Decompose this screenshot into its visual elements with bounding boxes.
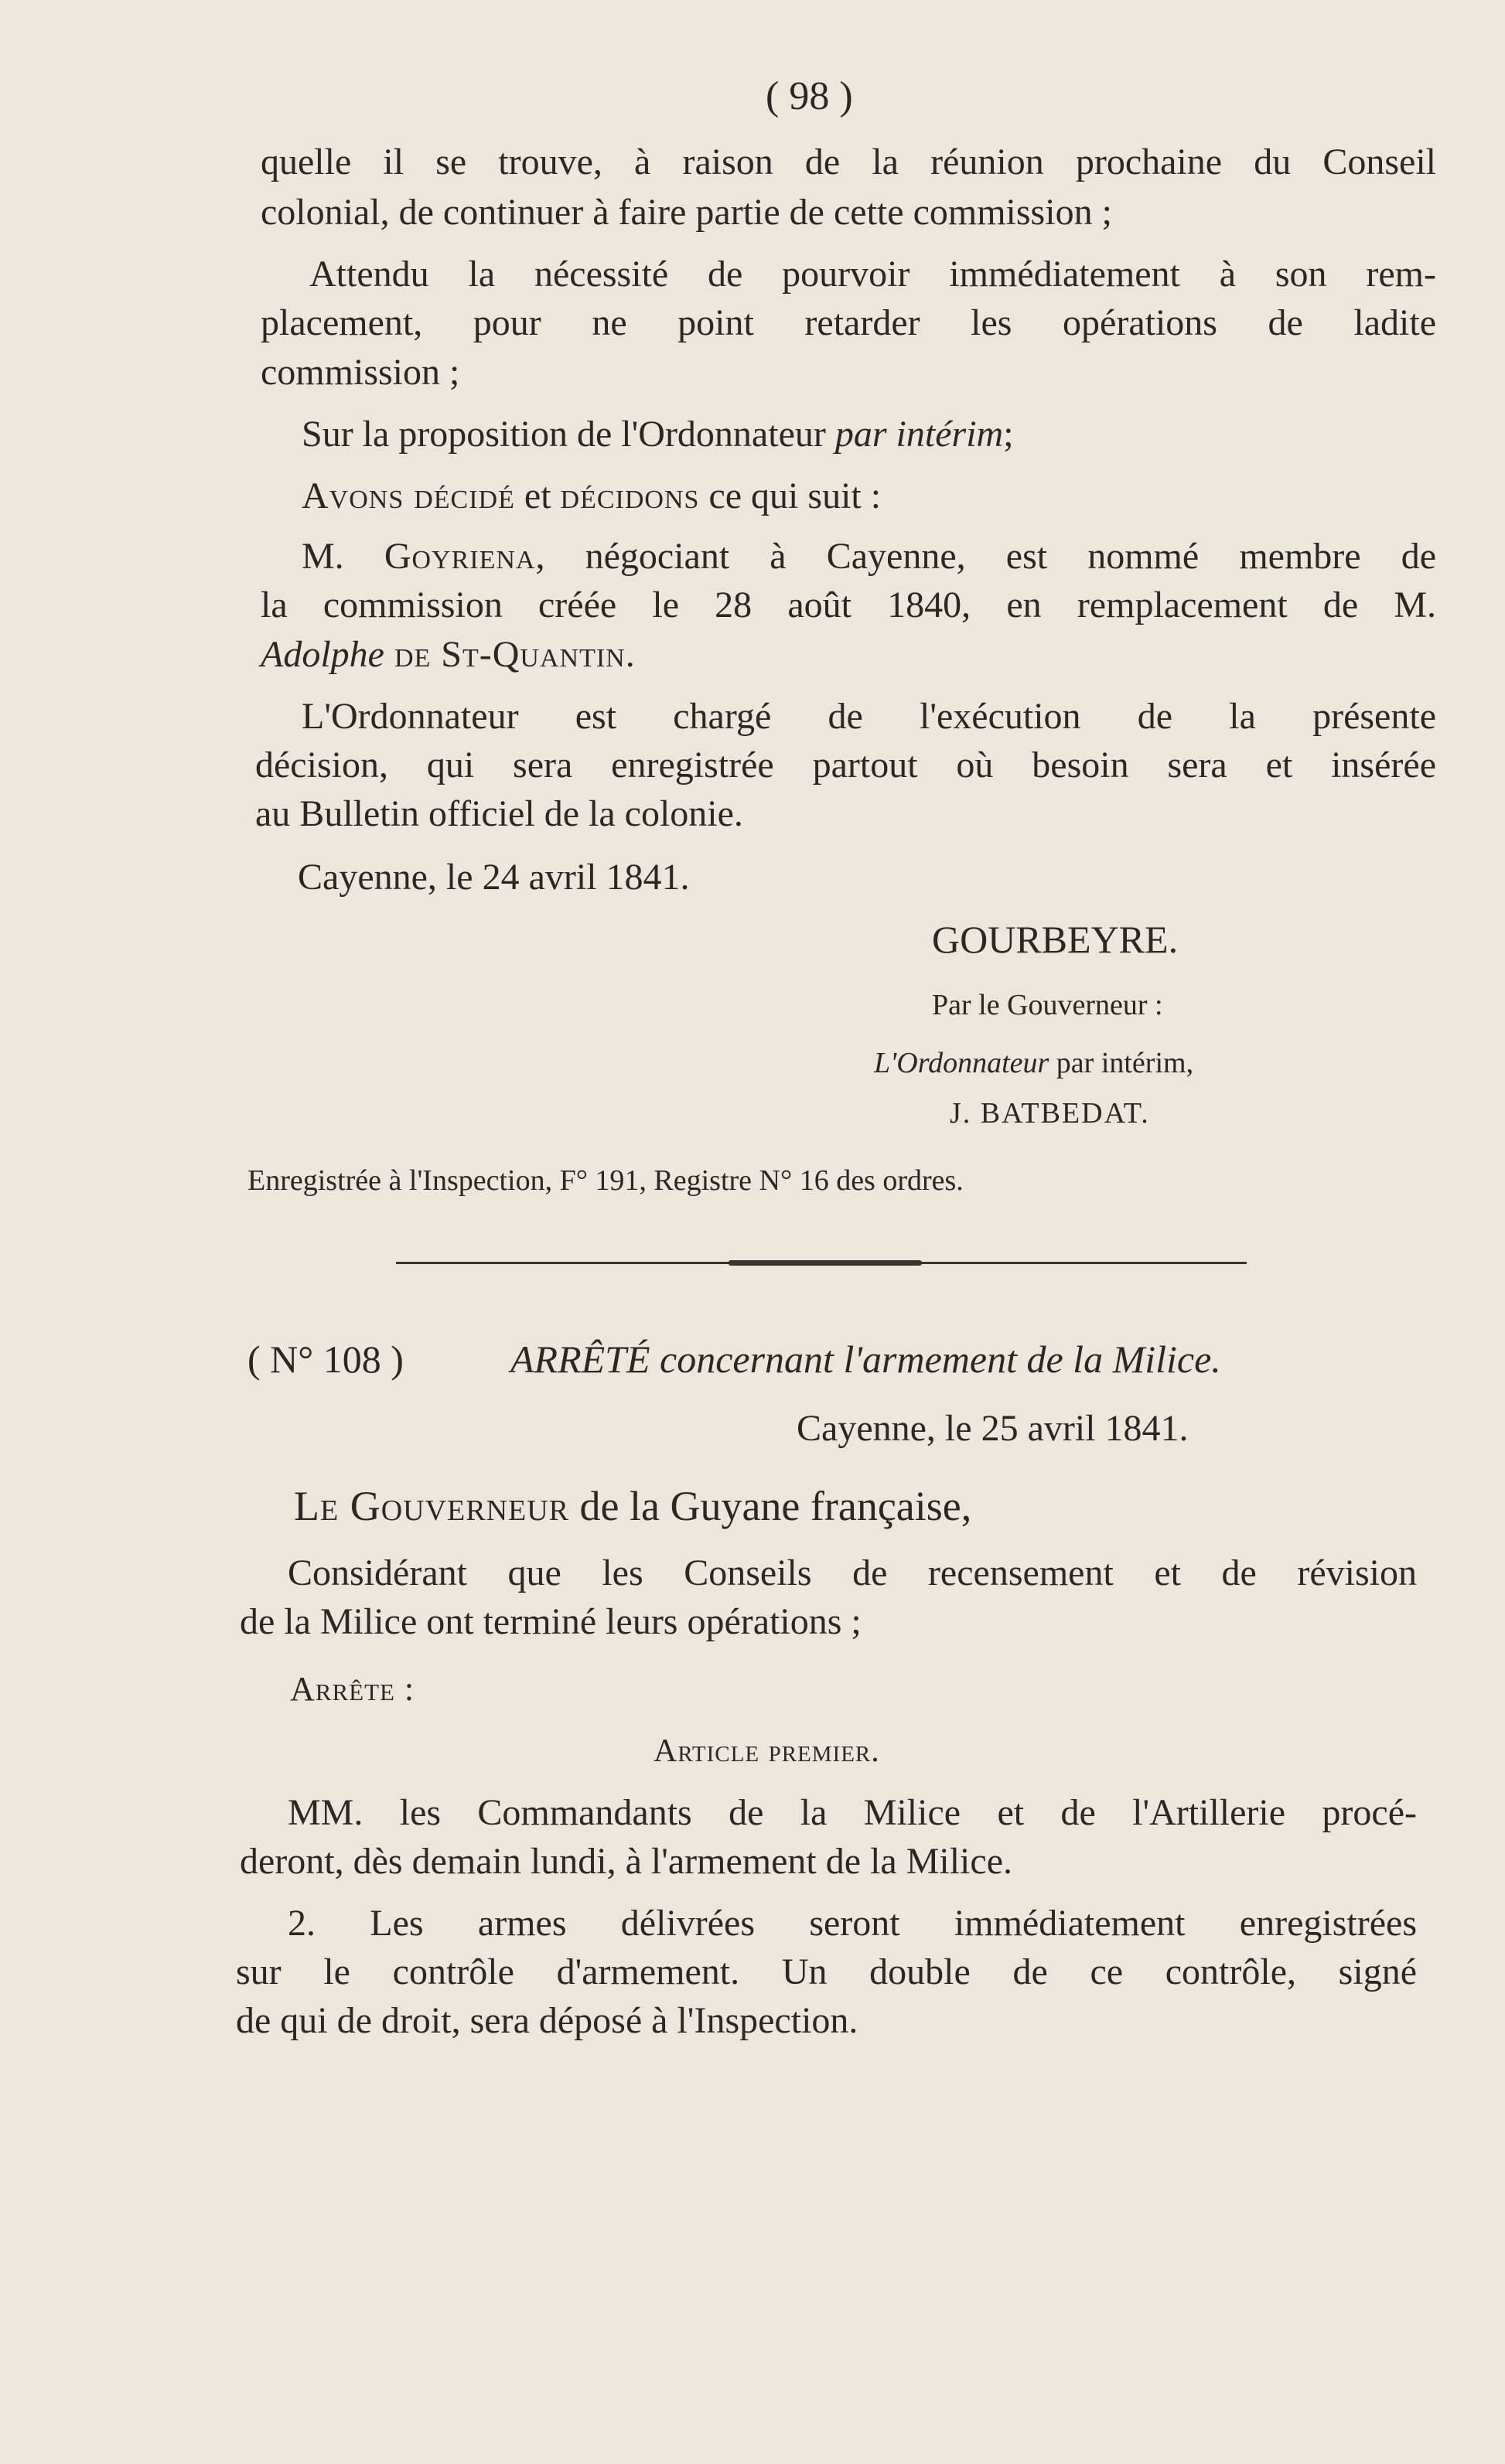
arrete-label: Arrête : [290, 1670, 415, 1708]
signature-batbedat: J. BATBEDAT. [950, 1097, 1150, 1130]
paragraph-5-rest: , négociant à Cayenne, est nommé membre de [535, 536, 1437, 577]
paragraph-4-mid: et [514, 475, 561, 516]
date-1: Cayenne, le 24 avril 1841. [298, 857, 690, 898]
name-adolphe: Adolphe [261, 634, 384, 675]
signature-gourbeyre: GOURBEYRE. [932, 918, 1179, 961]
registration-note: Enregistrée à l'Inspection, F° 191, Registre N° 16 des ordres. [247, 1164, 964, 1197]
paragraph-2-line-2: placement, pour ne point retarder les opérations de ladite [261, 302, 1436, 343]
considerant-line-1: Considérant que les Conseils de recensement et de révision [288, 1552, 1417, 1593]
paragraph-6-line-3: au Bulletin officiel de la colonie. [255, 793, 743, 834]
paragraph-4 [302, 473, 881, 520]
ordonnateur-italic: L'Ordonnateur [874, 1047, 1049, 1079]
arrete-title: ARRÊTÉ concernant l'armement de la Milice. [510, 1338, 1221, 1381]
paragraph-2-line-3: commission ; [261, 352, 460, 393]
paragraph-6-line-1: L'Ordonnateur est chargé de l'exécution de la présente [302, 696, 1436, 737]
article-2-line-1: 2. Les armes délivrées seront immédiatement enregistrées [288, 1903, 1417, 1944]
article-premier: Article premier. [654, 1733, 880, 1769]
par-le-gouverneur: Par le Gouverneur : [932, 989, 1163, 1021]
page-number: ( 98 ) [766, 74, 853, 118]
ordonnateur-line [874, 1040, 1193, 1086]
arrete-number: ( N° 108 ) [247, 1338, 404, 1381]
avons-decide: Avons décidé [302, 475, 515, 516]
article-2-line-2: sur le contrôle d'armement. Un double de ce contrôle, signé [236, 1951, 1417, 1992]
article-2-line-3: de qui de droit, sera déposé à l'Inspection. [236, 2000, 858, 2041]
paragraph-5-start: M. [302, 536, 384, 577]
paragraph-6-line-2: décision, qui sera enregistrée partout où besoin sera et insérée [255, 745, 1436, 786]
article-1-line-1: MM. les Commandants de la Milice et de l'Artillerie procé- [288, 1792, 1417, 1833]
gouverneur-rest: de la Guyane française, [569, 1483, 972, 1529]
paragraph-5-line-3 [261, 632, 636, 678]
name-st-quantin: de St-Quantin. [384, 634, 636, 675]
paragraph-4-end: ce qui suit : [699, 475, 882, 516]
section-divider [396, 1262, 1247, 1264]
paragraph-5-line-1 [302, 533, 1436, 580]
date-2: Cayenne, le 25 avril 1841. [797, 1408, 1189, 1449]
paragraph-3 [302, 411, 1014, 458]
ordonnateur-rest: par intérim, [1049, 1047, 1194, 1079]
article-1-line-2: deront, dès demain lundi, à l'armement de la Milice. [240, 1841, 1012, 1882]
paragraph-2-line-1: Attendu la nécessité de pourvoir immédiatement à son rem- [309, 254, 1436, 295]
paragraph-1-line-1: quelle il se trouve, à raison de la réunion prochaine du Conseil [261, 141, 1436, 182]
name-goyriena: Goyriena [384, 536, 536, 577]
gouverneur-heading [294, 1483, 971, 1529]
le-gouverneur: Le Gouverneur [294, 1483, 570, 1529]
paragraph-3-end: ; [1003, 414, 1014, 455]
paragraph-1-line-2: colonial, de continuer à faire partie de cette commission ; [261, 192, 1112, 233]
paragraph-3-text: Sur la proposition de l'Ordonnateur [302, 414, 835, 455]
decidons: décidons [560, 475, 700, 516]
paragraph-3-italic: par intérim [834, 414, 1004, 455]
considerant-line-2: de la Milice ont terminé leurs opérations ; [240, 1601, 862, 1642]
paragraph-5-line-2: la commission créée le 28 août 1840, en remplacement de M. [261, 584, 1436, 625]
